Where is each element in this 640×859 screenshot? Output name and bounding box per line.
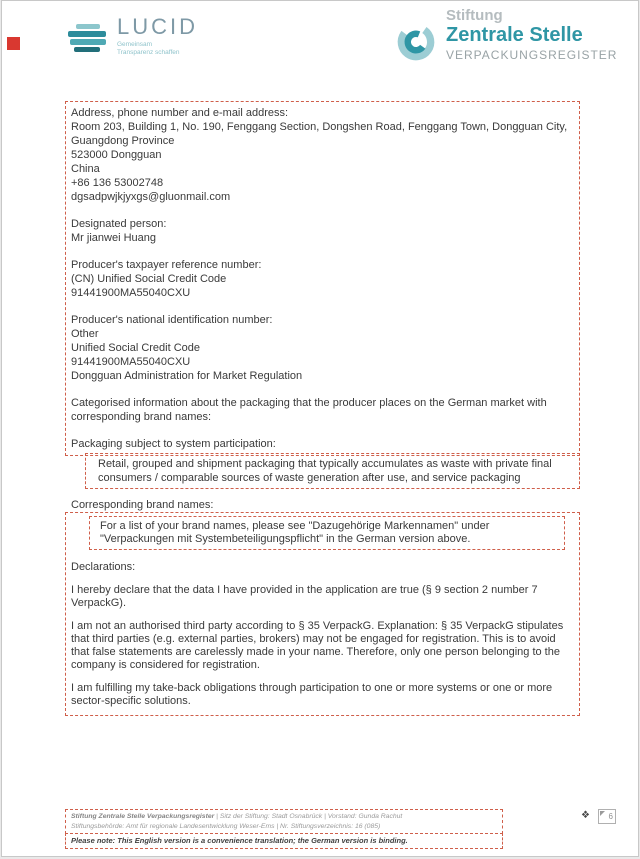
taxpayer-type: (CN) Unified Social Credit Code — [71, 273, 227, 285]
address-block — [71, 106, 571, 204]
footer-imprint-box — [65, 809, 503, 834]
document-page — [1, 0, 639, 857]
lucid-logo — [68, 16, 198, 57]
producer-data-box — [65, 101, 580, 456]
address-street: Room 203, Building 1, No. 190, Fenggang Section, Dongshen Road, Fenggang Town, Dongguan City, Guangdong Province — [71, 121, 568, 147]
address-country: China — [71, 163, 100, 175]
zsvr-drop-icon — [394, 20, 438, 64]
national-id-authority: Dongguan Administration for Market Regulation — [71, 370, 303, 382]
footer-imprint-org: Stiftung Zentrale Stelle Verpackungsregister — [71, 813, 215, 820]
national-id-number: 91441900MA55040CXU — [71, 356, 191, 368]
zsvr-zentrale-stelle-label: Zentrale Stelle — [446, 24, 583, 46]
categorised-info-paragraph — [71, 396, 571, 424]
zsvr-text — [446, 7, 617, 64]
declarations-box — [65, 512, 580, 716]
address-label: Address, phone number and e-mail address: — [71, 107, 289, 119]
declarations-label — [71, 561, 573, 574]
lucid-layers-icon — [68, 16, 110, 57]
footer-imprint-line2: Stiftungsbehörde: Amt für regionale Landesentwicklung Weser-Ems | Nr. Stiftungsverzeichnis: 16 (085) — [71, 822, 381, 830]
footer-imprint-line1-rest: | Sitz der Stiftung: Stadt Osnabrück | Vorstand: Gunda Rachut — [214, 813, 403, 820]
brand-names-value: For a list of your brand names, please see "Dazugehörige Markennamen" under "Verpackungen mit Systembeteiligungspflicht" in the German version above. — [100, 520, 490, 545]
packaging-subject-value-box — [85, 453, 580, 489]
brand-names-value-box — [89, 516, 565, 550]
zsvr-register-label: VERPACKUNGSREGISTER — [446, 48, 618, 62]
packaging-subject-label — [71, 437, 571, 451]
declaration-paragraph-2 — [71, 620, 573, 672]
designated-person-value: Mr jianwei Huang — [71, 232, 156, 244]
red-marker-icon — [7, 37, 20, 50]
page-number: 6 — [608, 812, 613, 821]
lucid-tagline-line2: Transparenz schaffen — [117, 49, 180, 56]
declaration-paragraph-3 — [71, 682, 573, 708]
page-number-badge — [598, 809, 616, 824]
designated-person-block — [71, 217, 571, 245]
categorised-info-text: Categorised information about the packaging that the producer places on the German market with corresponding brand names: — [71, 397, 547, 423]
address-phone: +86 136 53002748 — [71, 177, 164, 189]
lucid-tagline — [117, 41, 198, 57]
national-id-type: Unified Social Credit Code — [71, 342, 201, 354]
address-postal-city: 523000 Dongguan — [71, 149, 162, 161]
national-id-kind: Other — [71, 328, 99, 340]
packaging-subject-label-text: Packaging subject to system participation: — [71, 438, 276, 450]
designated-person-label: Designated person: — [71, 218, 167, 230]
national-id-label: Producer's national identification number: — [71, 314, 273, 326]
taxpayer-number: 91441900MA55040CXU — [71, 287, 191, 299]
footer-note-box — [65, 833, 503, 849]
declaration-paragraph-1 — [71, 584, 573, 610]
taxpayer-label: Producer's taxpayer reference number: — [71, 259, 262, 271]
national-id-block — [71, 313, 571, 383]
lucid-tagline-line1: Gemeinsam — [117, 41, 153, 48]
declarations-label-text: Declarations: — [71, 561, 136, 573]
zsvr-stiftung-label: Stiftung — [446, 7, 503, 24]
declaration-2-text: I am not an authorised third party according to § 35 VerpackG. Explanation: § 35 VerpackG stipulates that third parties (e.g. external parties, brokers) may not be engaged for registration. This is to avoid that false statements are carelessly made in your name. Therefore, only one person belonging to the company is considered for registration. — [71, 620, 564, 671]
footer-note-text: Please note: This English version is a convenience translation; the German version is binding. — [71, 836, 408, 845]
declaration-3-text: I am fulfilling my take-back obligations through participation to one or more systems or one or more sector-specific solutions. — [71, 682, 553, 707]
lucid-wordmark: LUCID — [117, 14, 199, 39]
brand-names-label: Corresponding brand names: — [71, 499, 214, 511]
zsvr-logo — [394, 7, 617, 64]
lucid-text — [117, 16, 198, 57]
taxpayer-block — [71, 258, 571, 300]
address-email: dgsadpwjkjyxgs@gluonmail.com — [71, 191, 231, 203]
diamond-icon: ❖ — [581, 810, 590, 821]
packaging-subject-value: Retail, grouped and shipment packaging that typically accumulates as waste with private final consumers / comparable sources of waste generation after use, and service packaging — [98, 458, 552, 484]
declaration-1-text: I hereby declare that the data I have provided in the application are true (§ 9 section 2 number 7 VerpackG). — [71, 584, 538, 609]
